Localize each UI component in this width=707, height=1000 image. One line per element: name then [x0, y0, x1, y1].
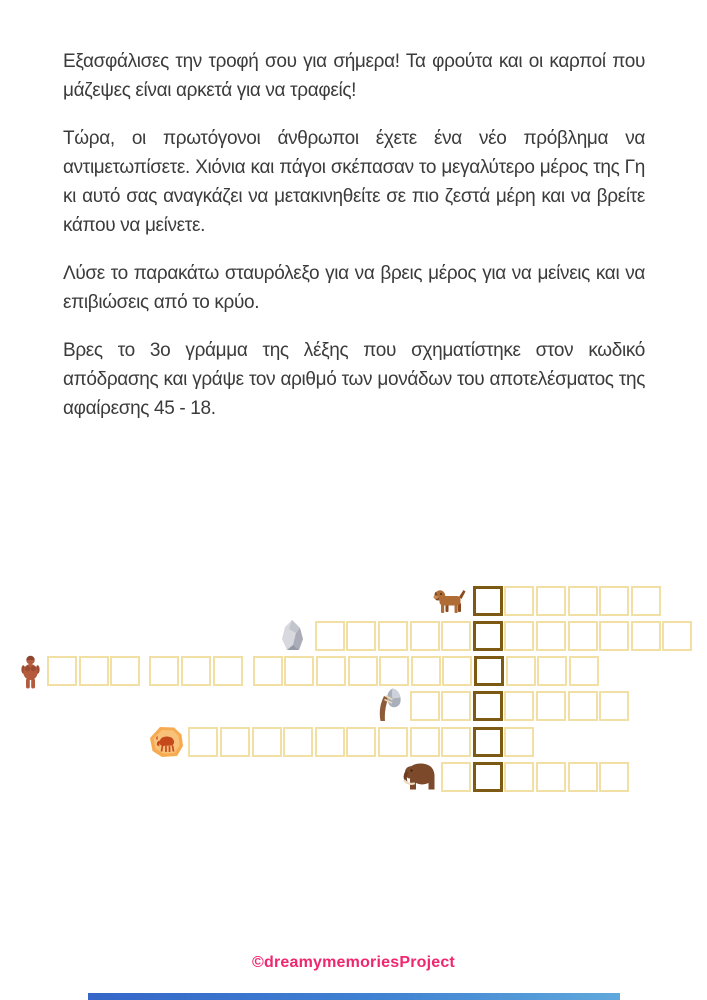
paragraph-food-secured: Εξασφάλισες την τροφή σου για σήμερα! Τα φρούτα και οι καρποί που μάζεψες είναι αρκετά για να τραφείς!	[63, 51, 645, 101]
paragraph-new-problem: Τώρα, οι πρωτόγονοι άνθρωποι έχετε ένα νέο πρόβλημα να αντιμετωπίσετε. Χιόνια και πάγοι σκέπασαν το μεγαλύτερο μέρος της Γη κι αυτό σας αναγκάζει να μετακινηθείτε σε πιο ζεστά μέρη και να βρείτε κάπου να μείνετε.	[63, 128, 645, 236]
bottom-accent-bar	[88, 993, 620, 1000]
venus-figurine-icon	[21, 655, 40, 689]
crossword-cell	[441, 691, 471, 721]
crossword-cell	[599, 621, 629, 651]
crossword-cell	[181, 656, 211, 686]
crossword-cell	[79, 656, 109, 686]
copyright-text: ©dreamymemoriesProject	[252, 954, 455, 971]
crossword-cell	[348, 656, 378, 686]
crossword-cell	[379, 656, 409, 686]
crossword-cell	[315, 621, 345, 651]
crossword-cell	[378, 727, 408, 757]
mammoth-icon	[401, 761, 437, 792]
crossword-cell	[631, 586, 661, 616]
paragraph-code-question: Βρες το 3ο γράμμα της λέξης που σχηματίστηκε στον κωδικό απόδρασης και γράψε τον αριθμό των μονάδων του αποτελέσματος της αφαίρεσης 45 - 18.	[63, 340, 645, 419]
crossword-cell	[504, 621, 534, 651]
crossword-cell-highlighted	[473, 586, 503, 616]
crossword-cell	[441, 762, 471, 792]
crossword-cell	[662, 621, 692, 651]
crossword-cell	[536, 762, 566, 792]
crossword-cell	[47, 656, 77, 686]
crossword-cell	[506, 656, 536, 686]
crossword-cell	[110, 656, 140, 686]
crossword-cell	[599, 762, 629, 792]
crossword-cell	[378, 621, 408, 651]
crossword-cell	[253, 656, 283, 686]
crossword-cell	[410, 621, 440, 651]
crossword-cell	[568, 621, 598, 651]
crossword-cell	[599, 691, 629, 721]
crossword-cell	[410, 727, 440, 757]
crossword-cell	[568, 691, 598, 721]
crossword-cell	[252, 727, 282, 757]
crossword-cell	[504, 586, 534, 616]
crossword-cell	[441, 727, 471, 757]
crossword-cell	[504, 727, 534, 757]
crossword-cell	[283, 727, 313, 757]
crossword-cell	[441, 621, 471, 651]
stone-tool-icon	[279, 619, 306, 653]
crossword-cell	[411, 656, 441, 686]
crossword-cell	[599, 586, 629, 616]
crossword-cell	[315, 727, 345, 757]
crossword-cell	[631, 621, 661, 651]
footer	[0, 954, 707, 972]
crossword-cell	[504, 762, 534, 792]
crossword-cell	[346, 621, 376, 651]
crossword-cell	[213, 656, 243, 686]
crossword-cell	[569, 656, 599, 686]
crossword-cell	[284, 656, 314, 686]
cave-painting-icon	[149, 726, 184, 758]
crossword-cell-highlighted	[473, 621, 503, 651]
crossword-cell	[316, 656, 346, 686]
crossword-cell	[568, 762, 598, 792]
crossword-cell	[536, 586, 566, 616]
crossword-cell	[536, 621, 566, 651]
crossword-cell-highlighted	[473, 691, 503, 721]
crossword-cell	[149, 656, 179, 686]
crossword-cell	[504, 691, 534, 721]
dog-icon	[433, 588, 466, 614]
crossword-cell	[346, 727, 376, 757]
crossword-cell-highlighted	[474, 656, 504, 686]
crossword-cell	[536, 691, 566, 721]
paragraph-crossword-instructions: Λύσε το παρακάτω σταυρόλεξο για να βρεις μέρος για να μείνεις και να επιβιώσεις από το κρύο.	[63, 263, 645, 313]
crossword-cell	[220, 727, 250, 757]
crossword-cell-highlighted	[473, 762, 503, 792]
crossword-cell	[442, 656, 472, 686]
crossword-cell	[188, 727, 218, 757]
crossword-cell	[568, 586, 598, 616]
axe-icon	[371, 687, 405, 722]
crossword-cell	[410, 691, 440, 721]
crossword-cell-highlighted	[473, 727, 503, 757]
crossword-cell	[537, 656, 567, 686]
